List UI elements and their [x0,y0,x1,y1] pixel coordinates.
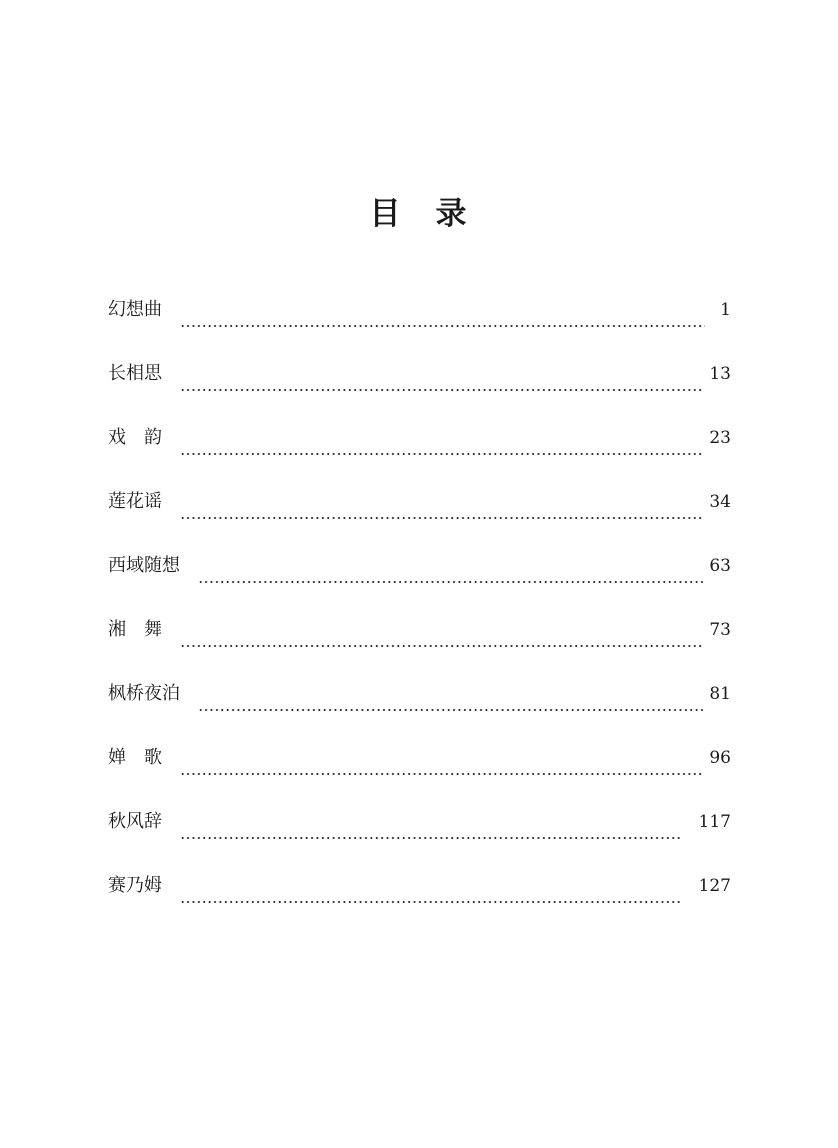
table-of-contents [108,294,731,934]
toc-entry-title: 枫桥夜泊 [108,683,180,704]
dot-leader [180,453,703,455]
toc-entry-page: 63 [709,556,731,576]
toc-entry[interactable] [108,870,731,934]
toc-entry-page: 1 [720,300,731,320]
toc-entry-title: 莲花谣 [108,491,162,512]
toc-entry-page: 81 [709,684,731,704]
toc-entry[interactable] [108,678,731,742]
toc-entry-title: 湘 舞 [108,619,162,640]
dot-leader [180,901,681,903]
toc-entry-title: 幻想曲 [108,299,162,320]
toc-entry[interactable] [108,486,731,550]
toc-entry-title: 秋风辞 [108,811,162,832]
toc-entry-page: 73 [709,620,731,640]
toc-entry-page: 127 [698,876,731,896]
toc-entry-page: 13 [709,364,731,384]
toc-entry[interactable] [108,614,731,678]
toc-entry[interactable] [108,806,731,870]
toc-entry[interactable] [108,358,731,422]
toc-entry[interactable] [108,742,731,806]
dot-leader [198,581,703,583]
dot-leader [180,837,681,839]
toc-entry-page: 34 [709,492,731,512]
toc-entry-title: 婵 歌 [108,747,162,768]
dot-leader [180,325,705,327]
toc-entry-title: 戏 韵 [108,427,162,448]
toc-entry-page: 23 [709,428,731,448]
dot-leader [180,517,703,519]
dot-leader [180,389,703,391]
toc-entry[interactable] [108,550,731,614]
page-title: 目 录 [369,195,469,232]
dot-leader [198,709,703,711]
toc-entry-title: 长相思 [108,363,162,384]
toc-entry-page: 117 [698,812,731,832]
dot-leader [180,645,703,647]
toc-entry-title: 西域随想 [108,555,180,576]
toc-entry[interactable] [108,294,731,358]
toc-entry[interactable] [108,422,731,486]
toc-entry-page: 96 [709,748,731,768]
toc-entry-title: 赛乃姆 [108,875,162,896]
dot-leader [180,773,703,775]
